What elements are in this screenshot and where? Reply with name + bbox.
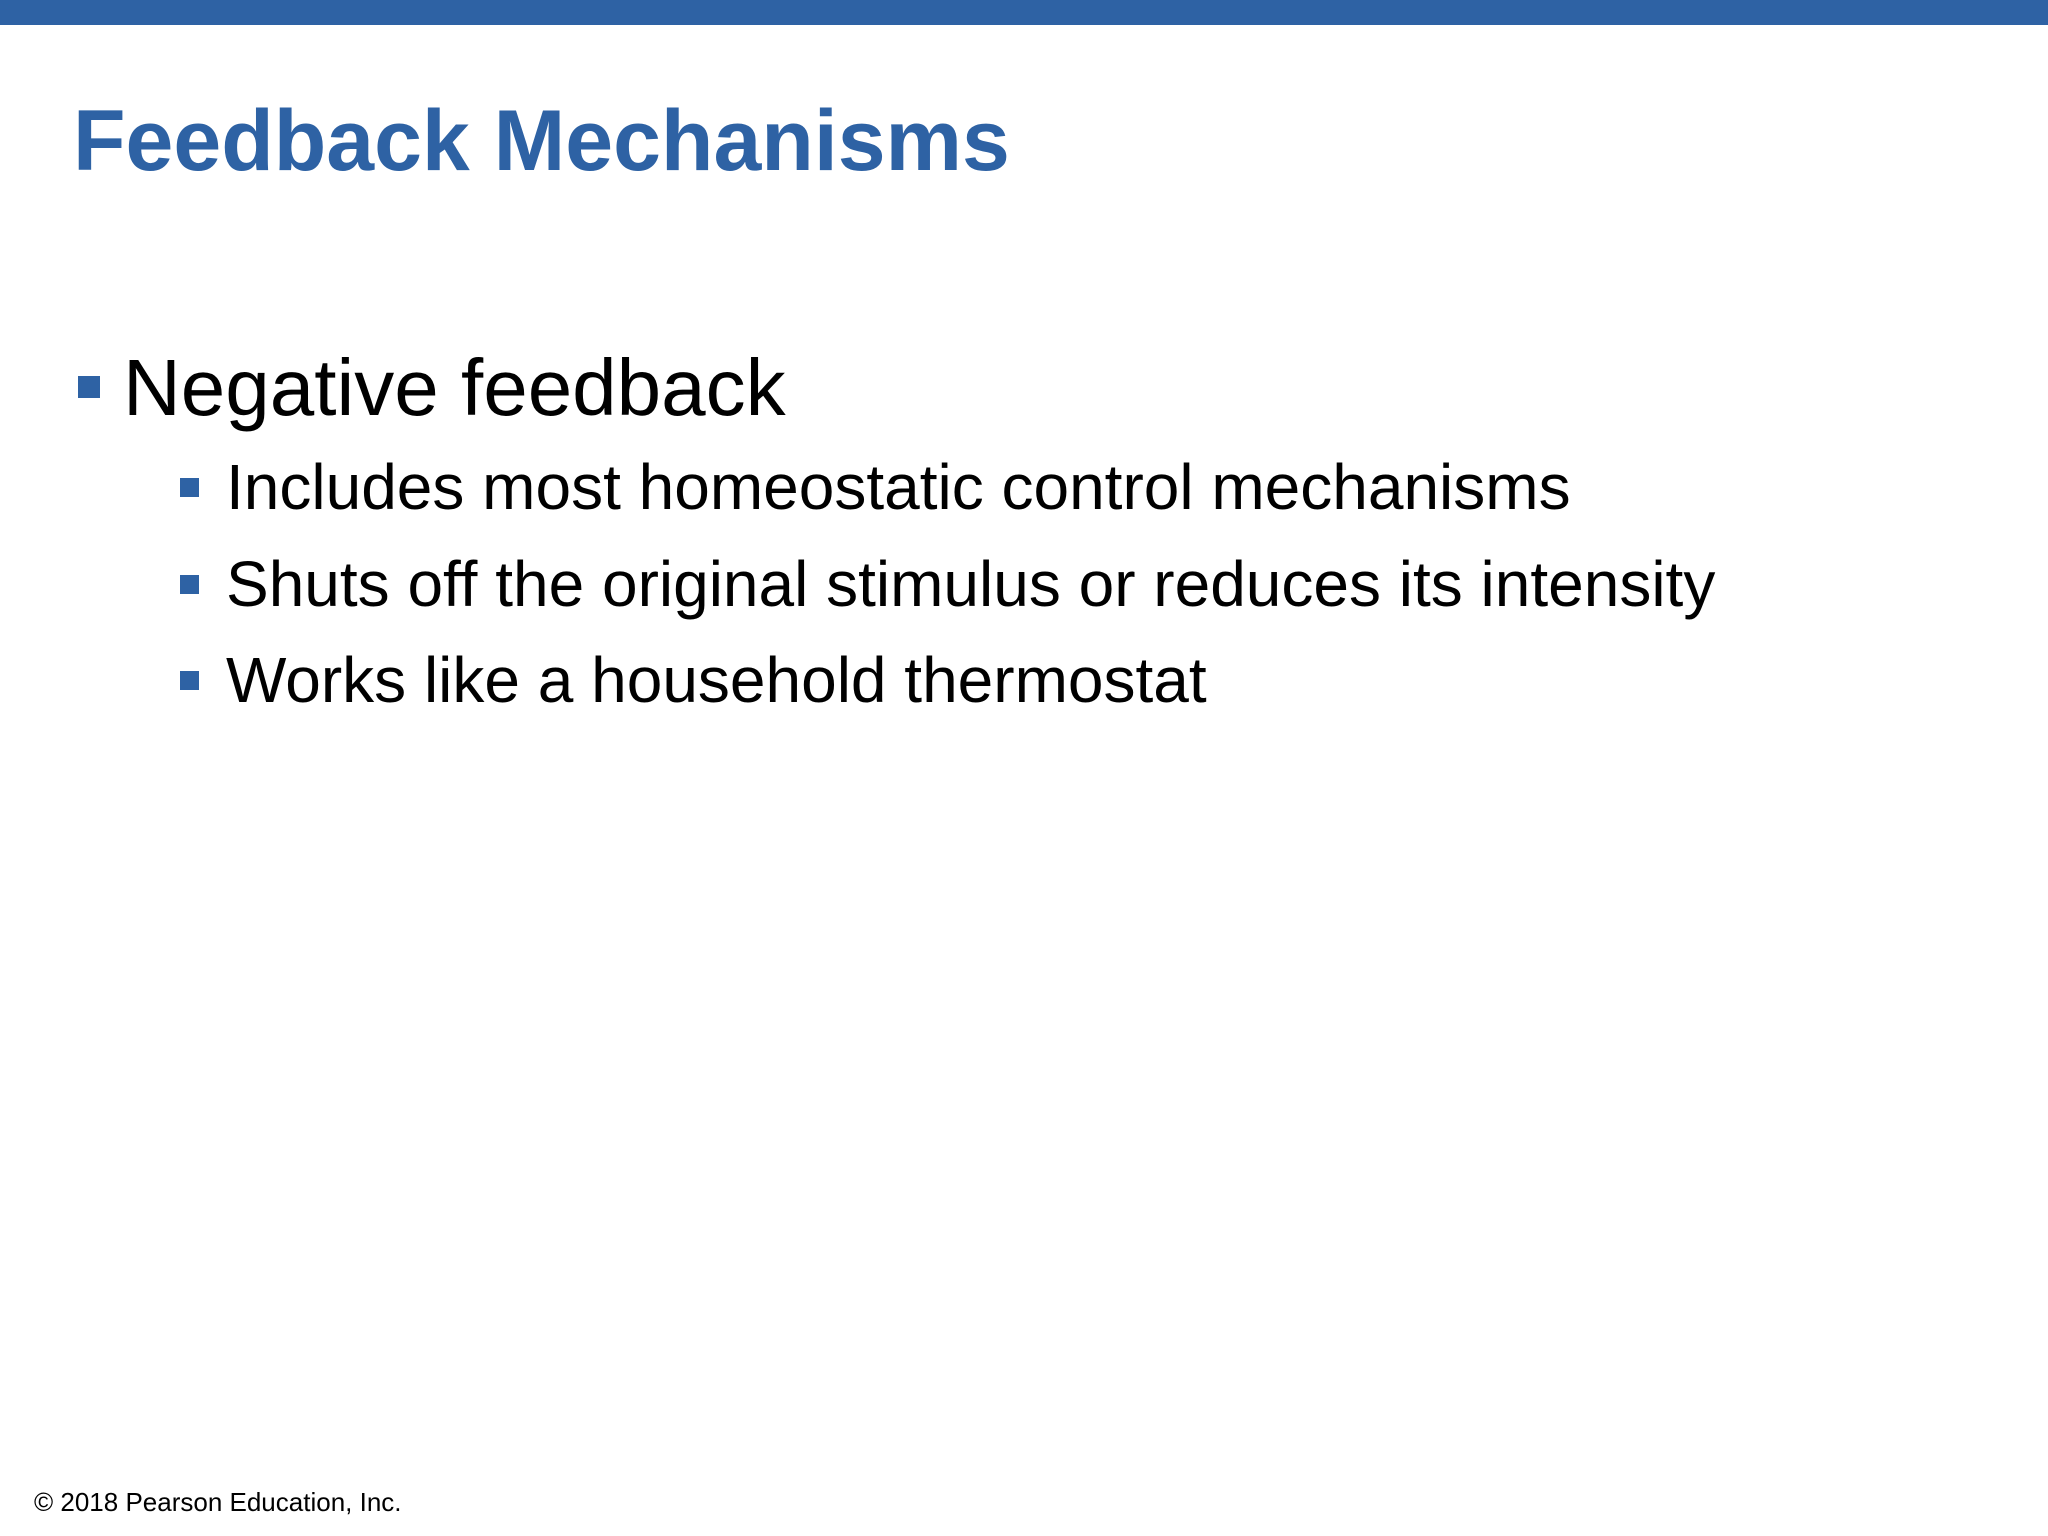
square-bullet-icon [180,478,199,497]
square-bullet-icon [180,575,199,594]
sub-bullet-item [226,449,1571,525]
sub-bullet-item [226,546,1715,622]
bullet-text: Negative feedback [123,343,786,432]
bullet-item [123,342,786,434]
square-bullet-icon [78,376,100,398]
sub-bullet-text: Shuts off the original stimulus or reduces its intensity [226,548,1716,620]
sub-bullet-text: Works like a household thermostat [226,644,1207,716]
slide-title: Feedback Mechanisms [73,93,1010,189]
square-bullet-icon [180,671,199,690]
copyright-footer: © 2018 Pearson Education, Inc. [34,1487,402,1517]
sub-bullet-text: Includes most homeostatic control mechanisms [226,451,1571,523]
sub-bullet-item [226,642,1207,718]
